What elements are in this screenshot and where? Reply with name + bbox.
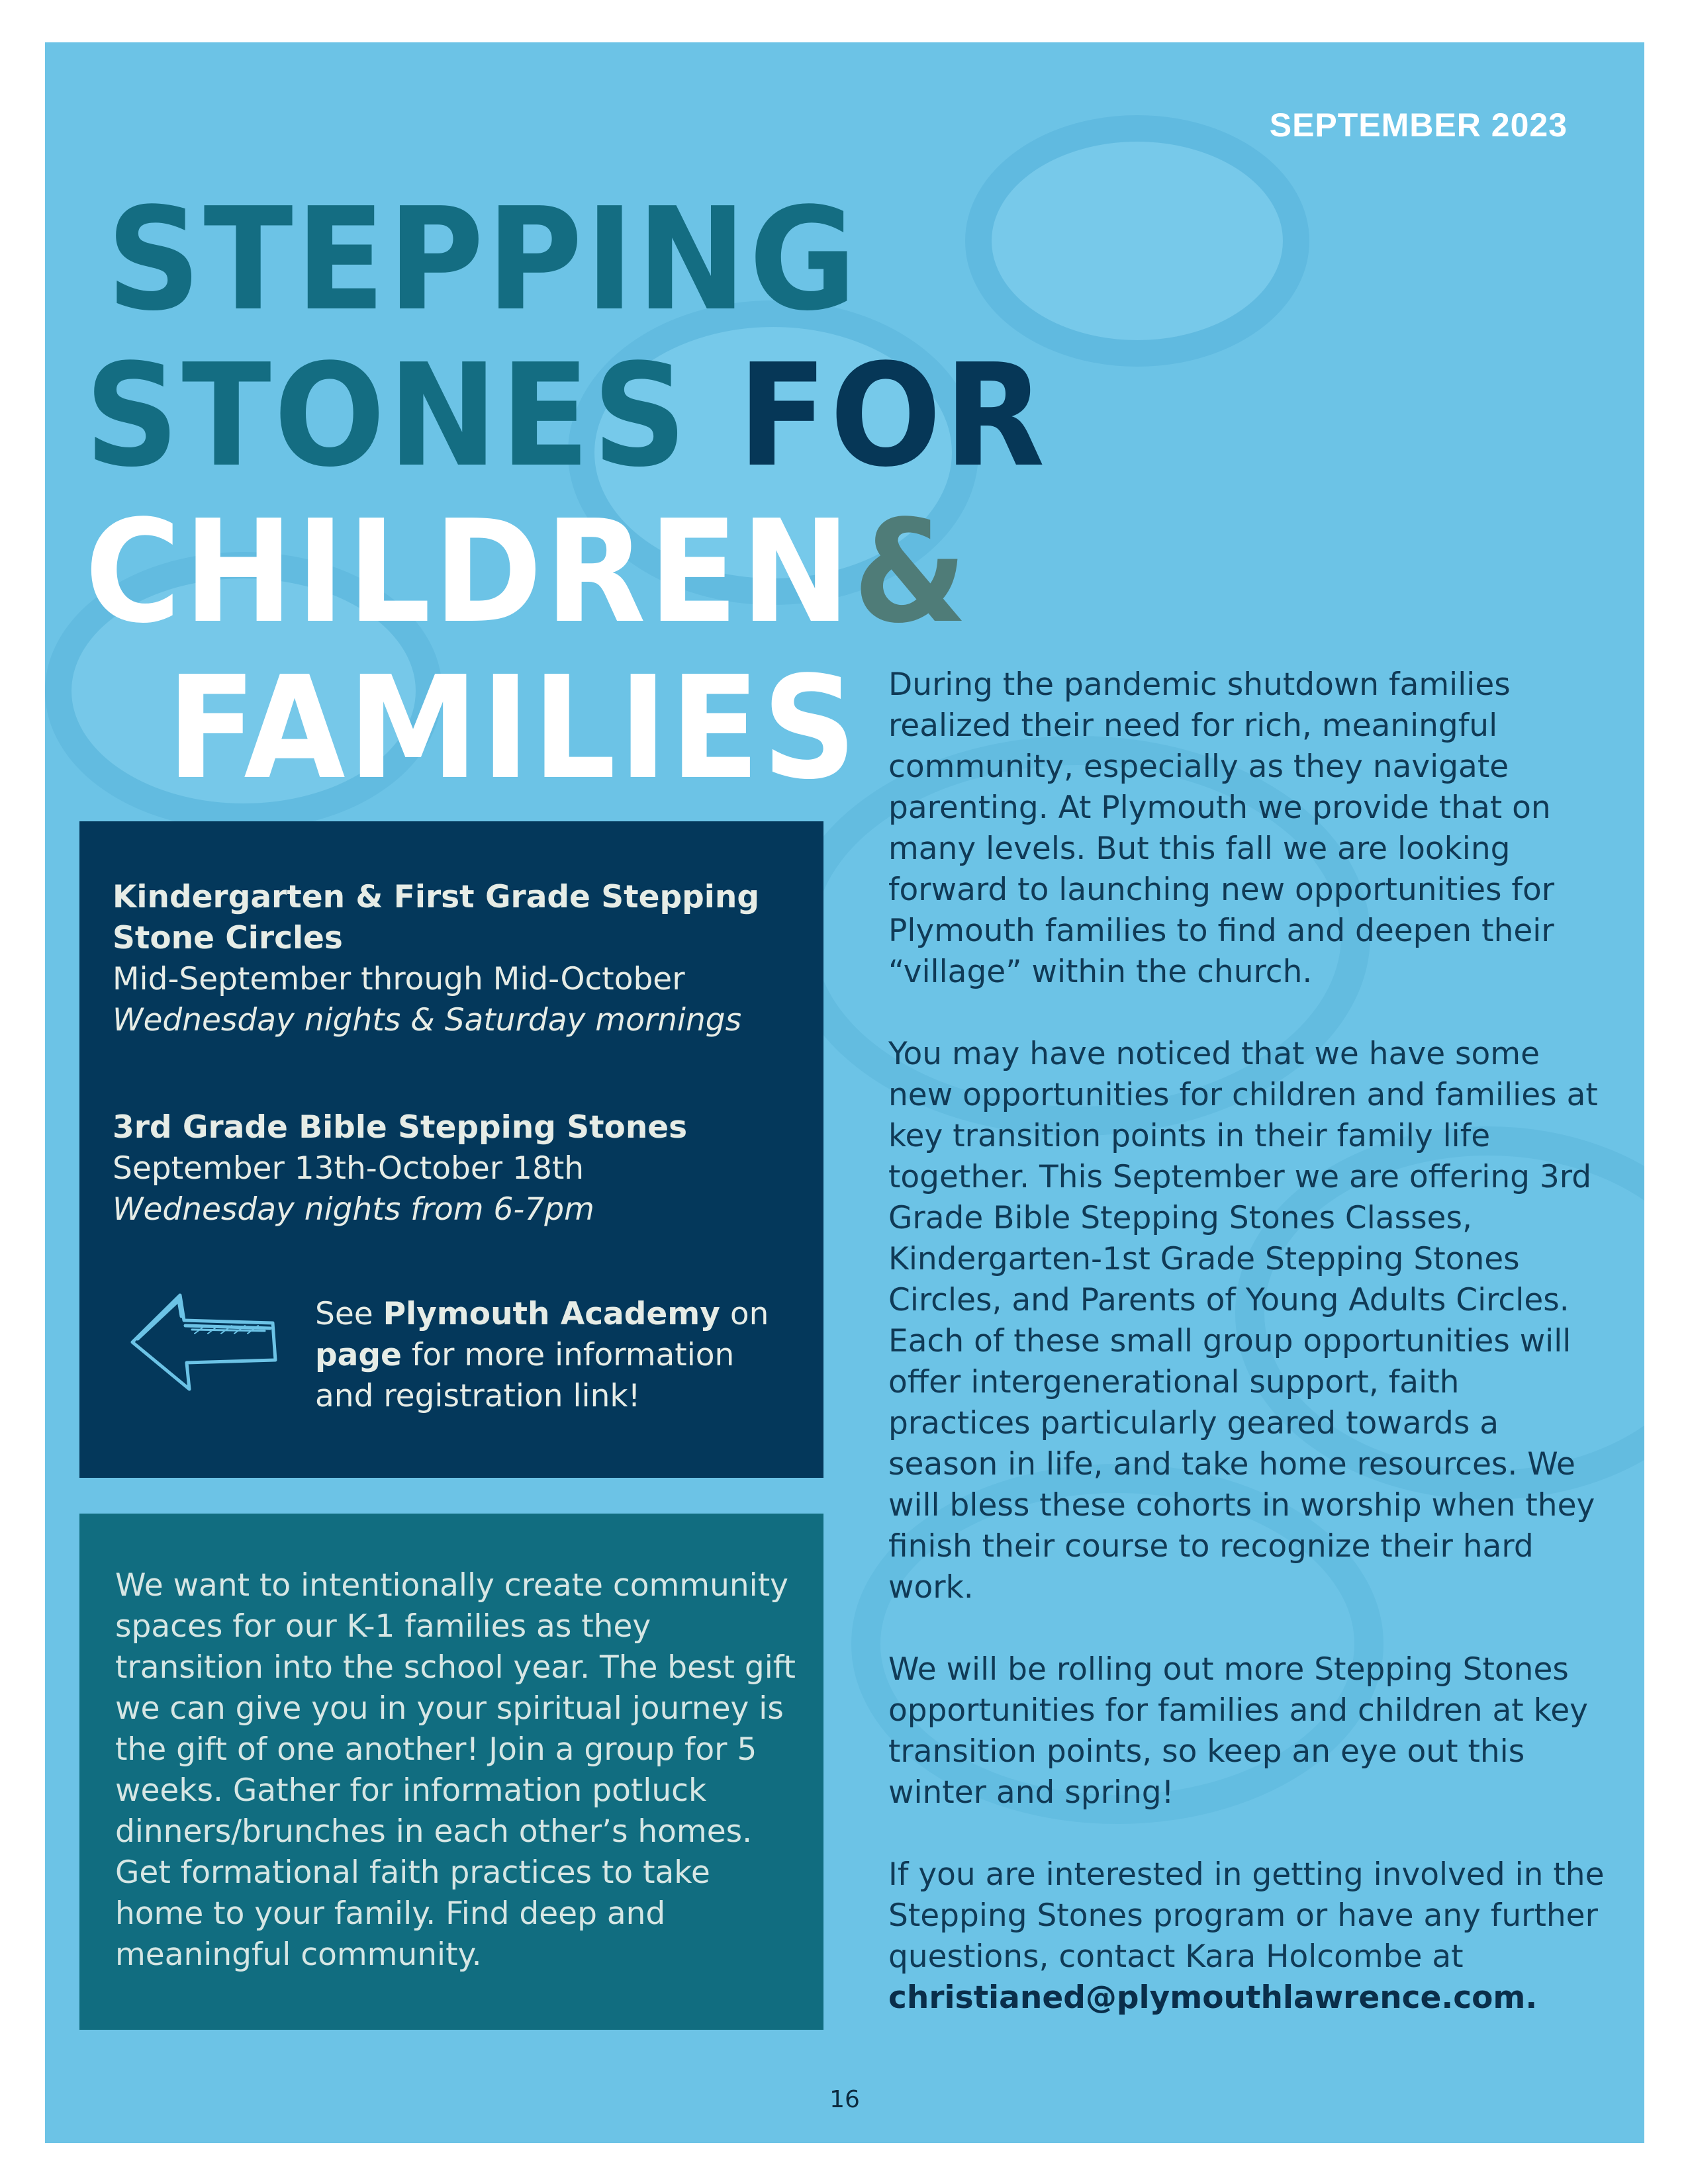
event-times: Wednesday nights from 6-7pm — [113, 1191, 594, 1228]
page-reference[interactable]: page — [315, 1337, 402, 1373]
page-number: 16 — [829, 2086, 860, 2113]
title-line-1: STEPPING — [106, 177, 859, 342]
article-paragraph-3: We will be rolling out more Stepping Stones opportunities for families and children at key transition points, so keep an eye out this winter and spring! — [888, 1651, 1588, 1811]
title-ampersand: & — [853, 489, 970, 655]
event-heading: Kindergarten & First Grade Stepping Stone Circles — [113, 879, 759, 956]
title-line-3 — [85, 488, 970, 657]
title-for: FOR — [737, 333, 1048, 498]
title-stones: STONES — [85, 333, 738, 498]
article-paragraph-4: If you are interested in getting involved in the Stepping Stones program or have any further questions, contact Kara Holcombe at christianed@plymouthlawrence.com. — [888, 1856, 1605, 2016]
article-body — [888, 664, 1610, 2060]
article-paragraph-1: During the pandemic shutdown families realized their need for rich, meaningful community, especially as they navigate parenting. At Plymouth we provide that on many levels. But this fall we are looking forward to launching new opportunities for Plymouth families to find and deepen their “village” within the church. — [888, 666, 1555, 990]
event-dates: September 13th-October 18th — [113, 1150, 585, 1187]
event-dates: Mid-September through Mid-October — [113, 961, 685, 997]
k1-community-box — [79, 1514, 823, 2030]
left-arrow-icon — [126, 1286, 285, 1398]
event-k1-circles — [113, 877, 801, 1041]
event-3rd-grade-bible — [113, 1107, 801, 1230]
page-title — [85, 177, 1048, 813]
k1-community-text: We want to intentionally create community spaces for our K-1 families as they transition into the school year. The best gift we can give you in your spiritual journey is the gift of one another! Join a group for 5 weeks. Gather for information potluck dinners/brunches in each other’s homes. Get formational faith practices to take home to your family. Find deep and meaningful community. — [115, 1567, 796, 1973]
title-line-2 — [85, 332, 1048, 500]
plymouth-academy-link[interactable]: Plymouth Academy — [383, 1296, 720, 1332]
title-line-4: FAMILIES — [166, 645, 859, 811]
contact-email-link[interactable]: christianed@plymouthlawrence.com. — [888, 1979, 1538, 2016]
see-more-text: See Plymouth Academy on page for more information and registration link! — [315, 1296, 769, 1414]
event-times: Wednesday nights & Saturday mornings — [113, 1002, 742, 1038]
event-heading: 3rd Grade Bible Stepping Stones — [113, 1109, 688, 1146]
events-box — [79, 821, 823, 1478]
issue-date: SEPTEMBER 2023 — [1269, 107, 1568, 144]
newsletter-page — [45, 42, 1644, 2143]
title-children: CHILDREN — [85, 489, 853, 655]
article-paragraph-2: You may have noticed that we have some new opportunities for children and families at key transition points in their family life together. This September we are offering 3rd Grade Bible Stepping Stones Classes, Kindergarten-1st Grade Stepping Stones Circles, and Parents of Young Adults Circles. Each of these small group opportunities will offer intergenerational support, faith practices particularly geared towards a season in life, and take home resources. We will bless these cohorts in worship when they finish their course to recognize their hard work. — [888, 1036, 1598, 1606]
